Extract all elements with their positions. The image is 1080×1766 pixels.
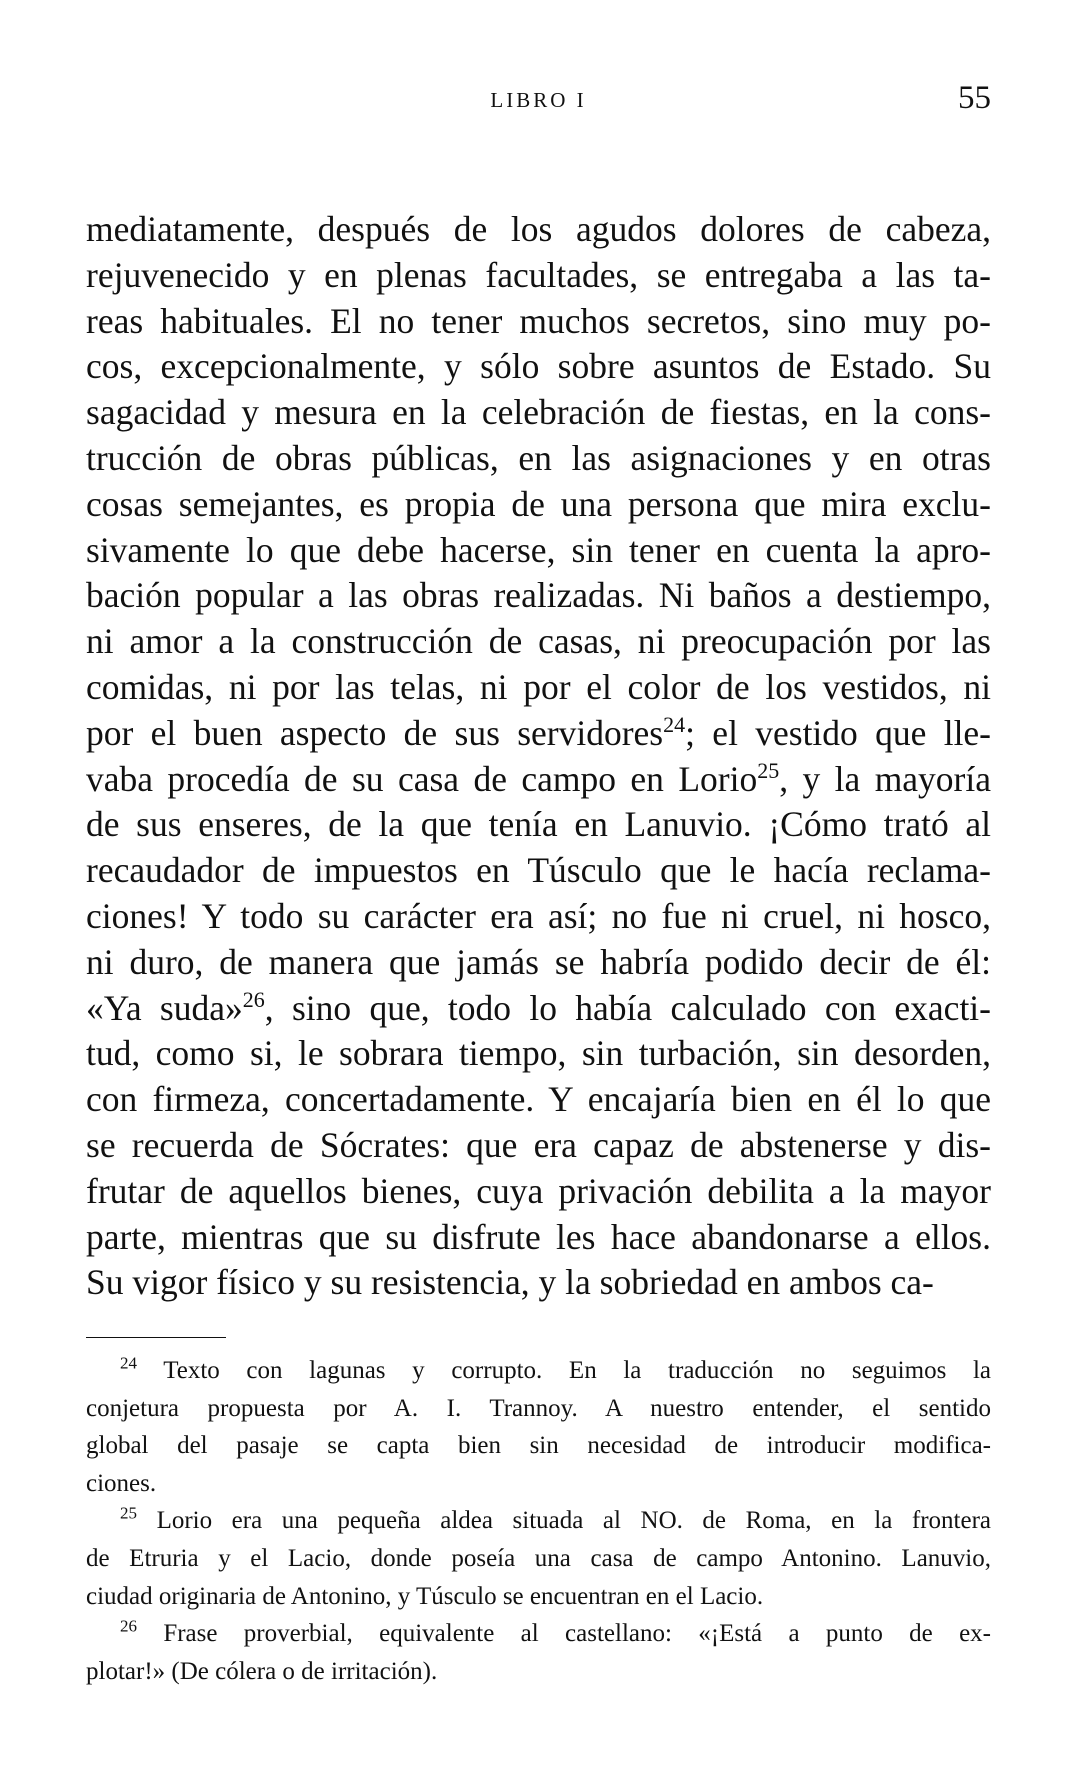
text-line: de sus enseres, de la que tenía en Lanuvio. ¡Cómo trató al: [86, 804, 991, 845]
text-line: tud, como si, le sobrara tiempo, sin turbación, sin desorden,: [86, 1033, 991, 1074]
footnote-reference: 24: [663, 711, 686, 737]
text-line: rejuvenecido y en plenas facultades, se entregaba a las ta-: [86, 254, 991, 295]
page-header: [86, 80, 991, 120]
footnote-number: 26: [120, 1616, 137, 1636]
text-line: con firmeza, concertadamente. Y encajaría bien en él lo que: [86, 1079, 991, 1120]
text-line: ciones! Y todo su carácter era así; no fue ni cruel, ni hosco,: [86, 895, 991, 936]
footnote-line: [86, 1352, 991, 1390]
text-segment: vaba procedía de su casa de campo en Lorio: [86, 758, 758, 799]
text-line: [86, 711, 991, 757]
footnote-text: Frase proverbial, equivalente al castellano: «¡Está a punto de ex-: [163, 1620, 991, 1648]
text-segment: «Ya suda»: [86, 987, 243, 1028]
footnote-reference: 26: [242, 986, 265, 1012]
footnote-24: [86, 1352, 991, 1502]
footnote-line: conjetura propuesta por A. I. Trannoy. A nuestro entender, el sentido: [86, 1394, 991, 1422]
page-number: 55: [958, 80, 991, 116]
text-line: Su vigor físico y su resistencia, y la sobriedad en ambos ca-: [86, 1262, 934, 1303]
footnote-line: ciudad originaria de Antonino, y Túsculo se encuentran en el Lacio.: [86, 1582, 764, 1610]
text-line: cos, excepcionalmente, y sólo sobre asuntos de Estado. Su: [86, 346, 991, 387]
text-line: bación popular a las obras realizadas. Ni baños a destiempo,: [86, 575, 991, 616]
text-line: frutar de aquellos bienes, cuya privación debilita a la mayor: [86, 1170, 991, 1211]
footnote-25: [86, 1502, 991, 1615]
text-segment: , sino que, todo lo había calculado con exacti-: [264, 987, 991, 1028]
text-segment: , y la mayoría: [779, 758, 991, 799]
footnote-line: global del pasaje se capta bien sin necesidad de introducir modifica-: [86, 1432, 991, 1460]
text-segment: ; el vestido que lle-: [685, 712, 992, 753]
footnote-number: 24: [120, 1353, 137, 1373]
text-line: parte, mientras que su disfrute les hace abandonarse a ellos.: [86, 1216, 991, 1257]
main-text: [86, 207, 991, 1306]
text-line: sivamente lo que debe hacerse, sin tener en cuenta la apro-: [86, 529, 991, 570]
text-line: se recuerda de Sócrates: que era capaz de abstenerse y dis-: [86, 1124, 991, 1165]
footnote-separator: [86, 1337, 226, 1338]
text-line: mediatamente, después de los agudos dolores de cabeza,: [86, 209, 991, 249]
text-line: comidas, ni por las telas, ni por el color de los vestidos, ni: [86, 666, 991, 707]
text-line: reas habituales. El no tener muchos secretos, sino muy po-: [86, 300, 991, 341]
footnote-reference: 25: [757, 757, 780, 783]
text-line: ni amor a la construcción de casas, ni preocupación por las: [86, 621, 991, 662]
footnote-line: ciones.: [86, 1469, 157, 1497]
text-line: cosas semejantes, es propia de una persona que mira exclu-: [86, 483, 991, 524]
text-line: ni duro, de manera que jamás se habría podido decir de él:: [86, 941, 991, 982]
text-line: recaudador de impuestos en Túsculo que le hacía reclama-: [86, 850, 991, 891]
footnote-text: Lorio era una pequeña aldea situada al NO. de Roma, en la frontera: [156, 1507, 991, 1535]
text-line: trucción de obras públicas, en las asignaciones y en otras: [86, 437, 991, 478]
footnotes: [86, 1352, 991, 1690]
footnote-text: Texto con lagunas y corrupto. En la traducción no seguimos la: [163, 1357, 991, 1384]
footnote-26: [86, 1615, 991, 1690]
footnote-line: de Etruria y el Lacio, donde poseía una casa de campo Antonino. Lanuvio,: [86, 1544, 991, 1572]
text-line: [86, 986, 991, 1032]
footnote-line: [86, 1502, 991, 1540]
text-segment: por el buen aspecto de sus servidores: [86, 712, 664, 753]
footnote-line: [86, 1615, 991, 1653]
footnote-number: 25: [120, 1504, 137, 1524]
running-head: LIBRO I: [490, 88, 587, 112]
text-line: [86, 757, 991, 803]
text-line: sagacidad y mesura en la celebración de fiestas, en la cons-: [86, 392, 991, 433]
footnote-line: plotar!» (De cólera o de irritación).: [86, 1657, 438, 1685]
